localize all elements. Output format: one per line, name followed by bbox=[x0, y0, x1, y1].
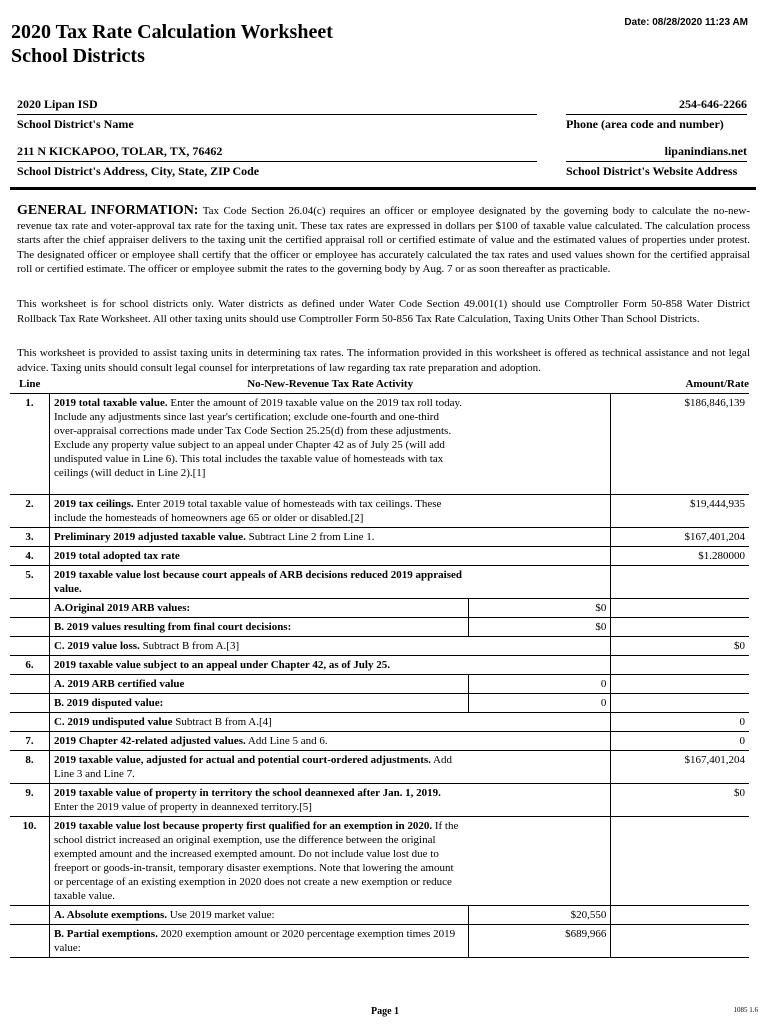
line-description: 2019 total taxable value. Enter the amount of 2019 taxable value on the 2019 tax roll today. Include any adjustments since last year's certification; exclude one-fourth and one-third over-appraisal corrections made under Tax Code Section 25.25(d) from these adjustments. Exclude any property value subject to an appeal under Chapter 42 as of July 25 (will add undisputed value in Line 6). This total includes the taxable value of homesteads with tax ceilings (will deduct in Line 2).[1] bbox=[49, 394, 468, 495]
line-description: 2019 taxable value lost because property first qualified for an exemption in 2020. If the school district increased an original exemption, use the difference between the original exempted amount and the increased exempted amount. Do not include value lost due to freeport or goods-in-transit, temporary disaster exemptions. Note that lowering the amount or percentage of an existing exemption in 2020 does not create a new exemption or reduce taxable value. bbox=[49, 817, 468, 906]
line-description: 2019 taxable value lost because court appeals of ARB decisions reduced 2019 appraised value. bbox=[49, 566, 468, 599]
table-row bbox=[10, 784, 749, 817]
line-description: 2019 taxable value subject to an appeal under Chapter 42, as of July 25. bbox=[49, 656, 610, 675]
worksheet-scope-paragraph: This worksheet is for school districts only. Water districts as defined under Water Code Section 49.001(1) should use Comptroller Form 50-858 Water District Rollback Tax Rate Worksheet. All other taxing units should use Comptroller Form 50-856 Tax Rate Calculation, Taxing Units Other Than School Districts. bbox=[17, 298, 750, 325]
district-phone-label: Phone (area code and number) bbox=[566, 114, 747, 132]
line-sub-value: $20,550 bbox=[468, 906, 610, 925]
table-row bbox=[10, 694, 749, 713]
district-address-label: School District's Address, City, State, ZIP Code bbox=[17, 161, 537, 179]
line-description: A. Absolute exemptions. Use 2019 market value: bbox=[49, 906, 468, 925]
table-row bbox=[10, 566, 749, 599]
table-row bbox=[10, 394, 749, 495]
line-number: 10. bbox=[10, 817, 49, 906]
table-row bbox=[10, 751, 749, 784]
table-row bbox=[10, 906, 749, 925]
table-row bbox=[10, 528, 749, 547]
table-row bbox=[10, 675, 749, 694]
line-sub-value: 0 bbox=[468, 675, 610, 694]
line-number: 7. bbox=[10, 732, 49, 751]
line-description: C. 2019 undisputed value Subtract B from A.[4] bbox=[49, 713, 468, 732]
line-description: 2019 taxable value, adjusted for actual and potential court-ordered adjustments. Add Line 3 and Line 7. bbox=[49, 751, 468, 784]
worksheet-table bbox=[10, 375, 749, 958]
table-row bbox=[10, 547, 749, 566]
line-sub-value: $689,966 bbox=[468, 925, 610, 958]
col-header-line: Line bbox=[10, 375, 49, 394]
line-number: 5. bbox=[10, 566, 49, 599]
line-number: 6. bbox=[10, 656, 49, 675]
line-description: A.Original 2019 ARB values: bbox=[49, 599, 468, 618]
district-address-value: 211 N KICKAPOO, TOLAR, TX, 76462 bbox=[17, 144, 223, 158]
section-divider bbox=[10, 187, 756, 190]
table-row bbox=[10, 637, 749, 656]
line-number: 9. bbox=[10, 784, 49, 817]
line-description: 2019 total adopted tax rate bbox=[49, 547, 468, 566]
line-number: 4. bbox=[10, 547, 49, 566]
district-phone-value: 254-646-2266 bbox=[679, 97, 747, 111]
line-amount: $1.280000 bbox=[611, 547, 749, 566]
line-sub-value: $0 bbox=[468, 599, 610, 618]
table-row bbox=[10, 599, 749, 618]
line-number: 1. bbox=[10, 394, 49, 495]
form-version: 1085 1.6 bbox=[733, 1006, 758, 1014]
district-name-label: School District's Name bbox=[17, 114, 537, 132]
line-description: 2019 Chapter 42-related adjusted values. Add Line 5 and 6. bbox=[49, 732, 468, 751]
line-amount: $0 bbox=[611, 784, 749, 817]
line-description: B. 2019 disputed value: bbox=[49, 694, 468, 713]
disclaimer-paragraph: This worksheet is provided to assist taxing units in determining tax rates. The information provided in this worksheet is offered as technical assistance and not legal advice. Taxing units should consult legal counsel for interpretations of law regarding tax rate preparation and adoption. bbox=[17, 347, 750, 374]
line-amount: $167,401,204 bbox=[611, 751, 749, 784]
line-amount: $186,846,139 bbox=[611, 394, 749, 495]
district-website-label: School District's Website Address bbox=[566, 161, 747, 179]
district-website-value: lipanindians.net bbox=[664, 144, 747, 158]
line-description: C. 2019 value loss. Subtract B from A.[3] bbox=[49, 637, 468, 656]
page-title: 2020 Tax Rate Calculation Worksheet School Districts bbox=[11, 21, 333, 67]
line-amount: $167,401,204 bbox=[611, 528, 749, 547]
general-information-heading: GENERAL INFORMATION: bbox=[17, 203, 199, 218]
table-row bbox=[10, 495, 749, 528]
table-row bbox=[10, 713, 749, 732]
district-name-value: 2020 Lipan ISD bbox=[17, 97, 98, 111]
page-number: Page 1 bbox=[370, 1006, 400, 1017]
table-row bbox=[10, 817, 749, 906]
line-description: 2019 taxable value of property in territory the school deannexed after Jan. 1, 2019. Enter the 2019 value of property in deannexed territory.[5] bbox=[49, 784, 468, 817]
line-description: A. 2019 ARB certified value bbox=[49, 675, 468, 694]
col-header-activity: No-New-Revenue Tax Rate Activity bbox=[49, 375, 610, 394]
line-number: 2. bbox=[10, 495, 49, 528]
table-row bbox=[10, 656, 749, 675]
line-sub-value: $0 bbox=[468, 618, 610, 637]
line-amount: 0 bbox=[611, 713, 749, 732]
line-number: 3. bbox=[10, 528, 49, 547]
line-amount: $0 bbox=[611, 637, 749, 656]
line-sub-value: 0 bbox=[468, 694, 610, 713]
general-information bbox=[17, 204, 750, 277]
table-row bbox=[10, 618, 749, 637]
line-description: B. Partial exemptions. 2020 exemption amount or 2020 percentage exemption times 2019 value: bbox=[49, 925, 468, 958]
line-number: 8. bbox=[10, 751, 49, 784]
line-amount: $19,444,935 bbox=[611, 495, 749, 528]
general-information-text: Tax Code Section 26.04(c) requires an officer or employee designated by the governing body to calculate the no-new-revenue tax rate and voter-approval tax rate for the taxing unit. These tax rates are expressed in dollars per $100 of taxable value calculated. The calculation process starts after the chief appraiser delivers to the taxing unit the certified appraisal roll or certified estimate of value and the estimated values of properties under protest. The designated officer or employee shall certify that the officer or employee has accurately calculated the tax rates and used values shown for the certified appraisal roll or certified estimate. The officer or employee submit the rates to the governing body by Aug. 7 or as soon thereafter as practicable. bbox=[17, 205, 750, 275]
line-description: B. 2019 values resulting from final court decisions: bbox=[49, 618, 468, 637]
line-description: 2019 tax ceilings. Enter 2019 total taxable value of homesteads with tax ceilings. These include the homesteads of homeowners age 65 or older or disabled.[2] bbox=[49, 495, 468, 528]
col-header-amount: Amount/Rate bbox=[611, 375, 749, 394]
report-date: Date: 08/28/2020 11:23 AM bbox=[624, 17, 748, 28]
table-row bbox=[10, 732, 749, 751]
table-row bbox=[10, 925, 749, 958]
line-description: Preliminary 2019 adjusted taxable value. Subtract Line 2 from Line 1. bbox=[49, 528, 468, 547]
line-amount: 0 bbox=[611, 732, 749, 751]
